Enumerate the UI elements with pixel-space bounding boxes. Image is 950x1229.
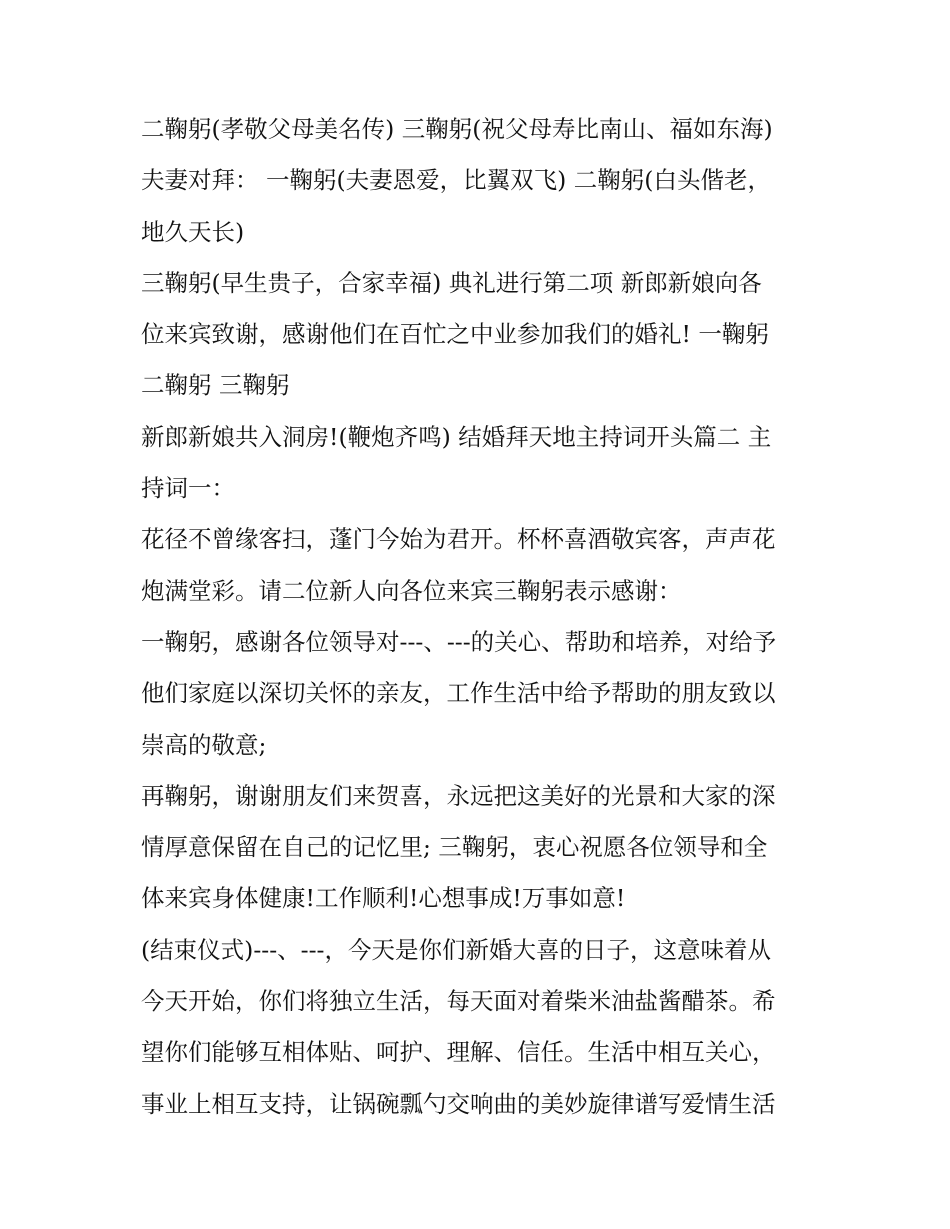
text-line: 他们家庭以深切关怀的亲友，工作生活中给予帮助的朋友致以 bbox=[141, 679, 776, 708]
text-line: 二鞠躬 三鞠躬 bbox=[141, 371, 290, 400]
text-line: 三鞠躬(早生贵子，合家幸福) 典礼进行第二项 新郎新娘向各 bbox=[141, 268, 762, 297]
text-line: 新郎新娘共入洞房!(鞭炮齐鸣) 结婚拜天地主持词开头篇二 主 bbox=[141, 422, 772, 451]
text-line: 位来宾致谢，感谢他们在百忙之中业参加我们的婚礼! 一鞠躬 bbox=[141, 320, 769, 349]
document-body bbox=[141, 104, 821, 1130]
text-line: 炮满堂彩。请二位新人向各位来宾三鞠躬表示感谢： bbox=[141, 576, 682, 605]
text-line: 地久天长) bbox=[141, 217, 245, 246]
text-line: 持词一： bbox=[141, 474, 235, 503]
text-line: 二鞠躬(孝敬父母美名传) 三鞠躬(祝父母寿比南山、福如东海) bbox=[141, 115, 773, 143]
text-line: 崇高的敬意; bbox=[141, 730, 267, 759]
text-line: 花径不曾缘客扫，蓬门今始为君开。杯杯喜酒敬宾客，声声花 bbox=[141, 525, 776, 554]
text-line: 望你们能够互相体贴、呵护、理解、信任。生活中相互关心， bbox=[141, 1038, 776, 1067]
text-line: 体来宾身体健康!工作顺利!心想事成!万事如意! bbox=[141, 884, 626, 913]
text-line: 事业上相互支持，让锅碗瓢勺交响曲的美妙旋律谱写爱情生活 bbox=[141, 1089, 776, 1118]
text-line: 再鞠躬，谢谢朋友们来贺喜，永远把这美好的光景和大家的深 bbox=[141, 781, 776, 810]
text-line: 夫妻对拜： 一鞠躬(夫妻恩爱，比翼双飞) 二鞠躬(白头偕老， bbox=[141, 166, 771, 195]
text-line: (结束仪式)---、---，今天是你们新婚大喜的日子，这意味着从 bbox=[141, 935, 771, 964]
text-line: 今天开始，你们将独立生活，每天面对着柴米油盐酱醋茶。希 bbox=[141, 987, 776, 1016]
text-line: 一鞠躬，感谢各位领导对---、---的关心、帮助和培养，对给予 bbox=[141, 627, 777, 656]
text-line: 情厚意保留在自己的记忆里; 三鞠躬，衷心祝愿各位领导和全 bbox=[141, 833, 768, 862]
